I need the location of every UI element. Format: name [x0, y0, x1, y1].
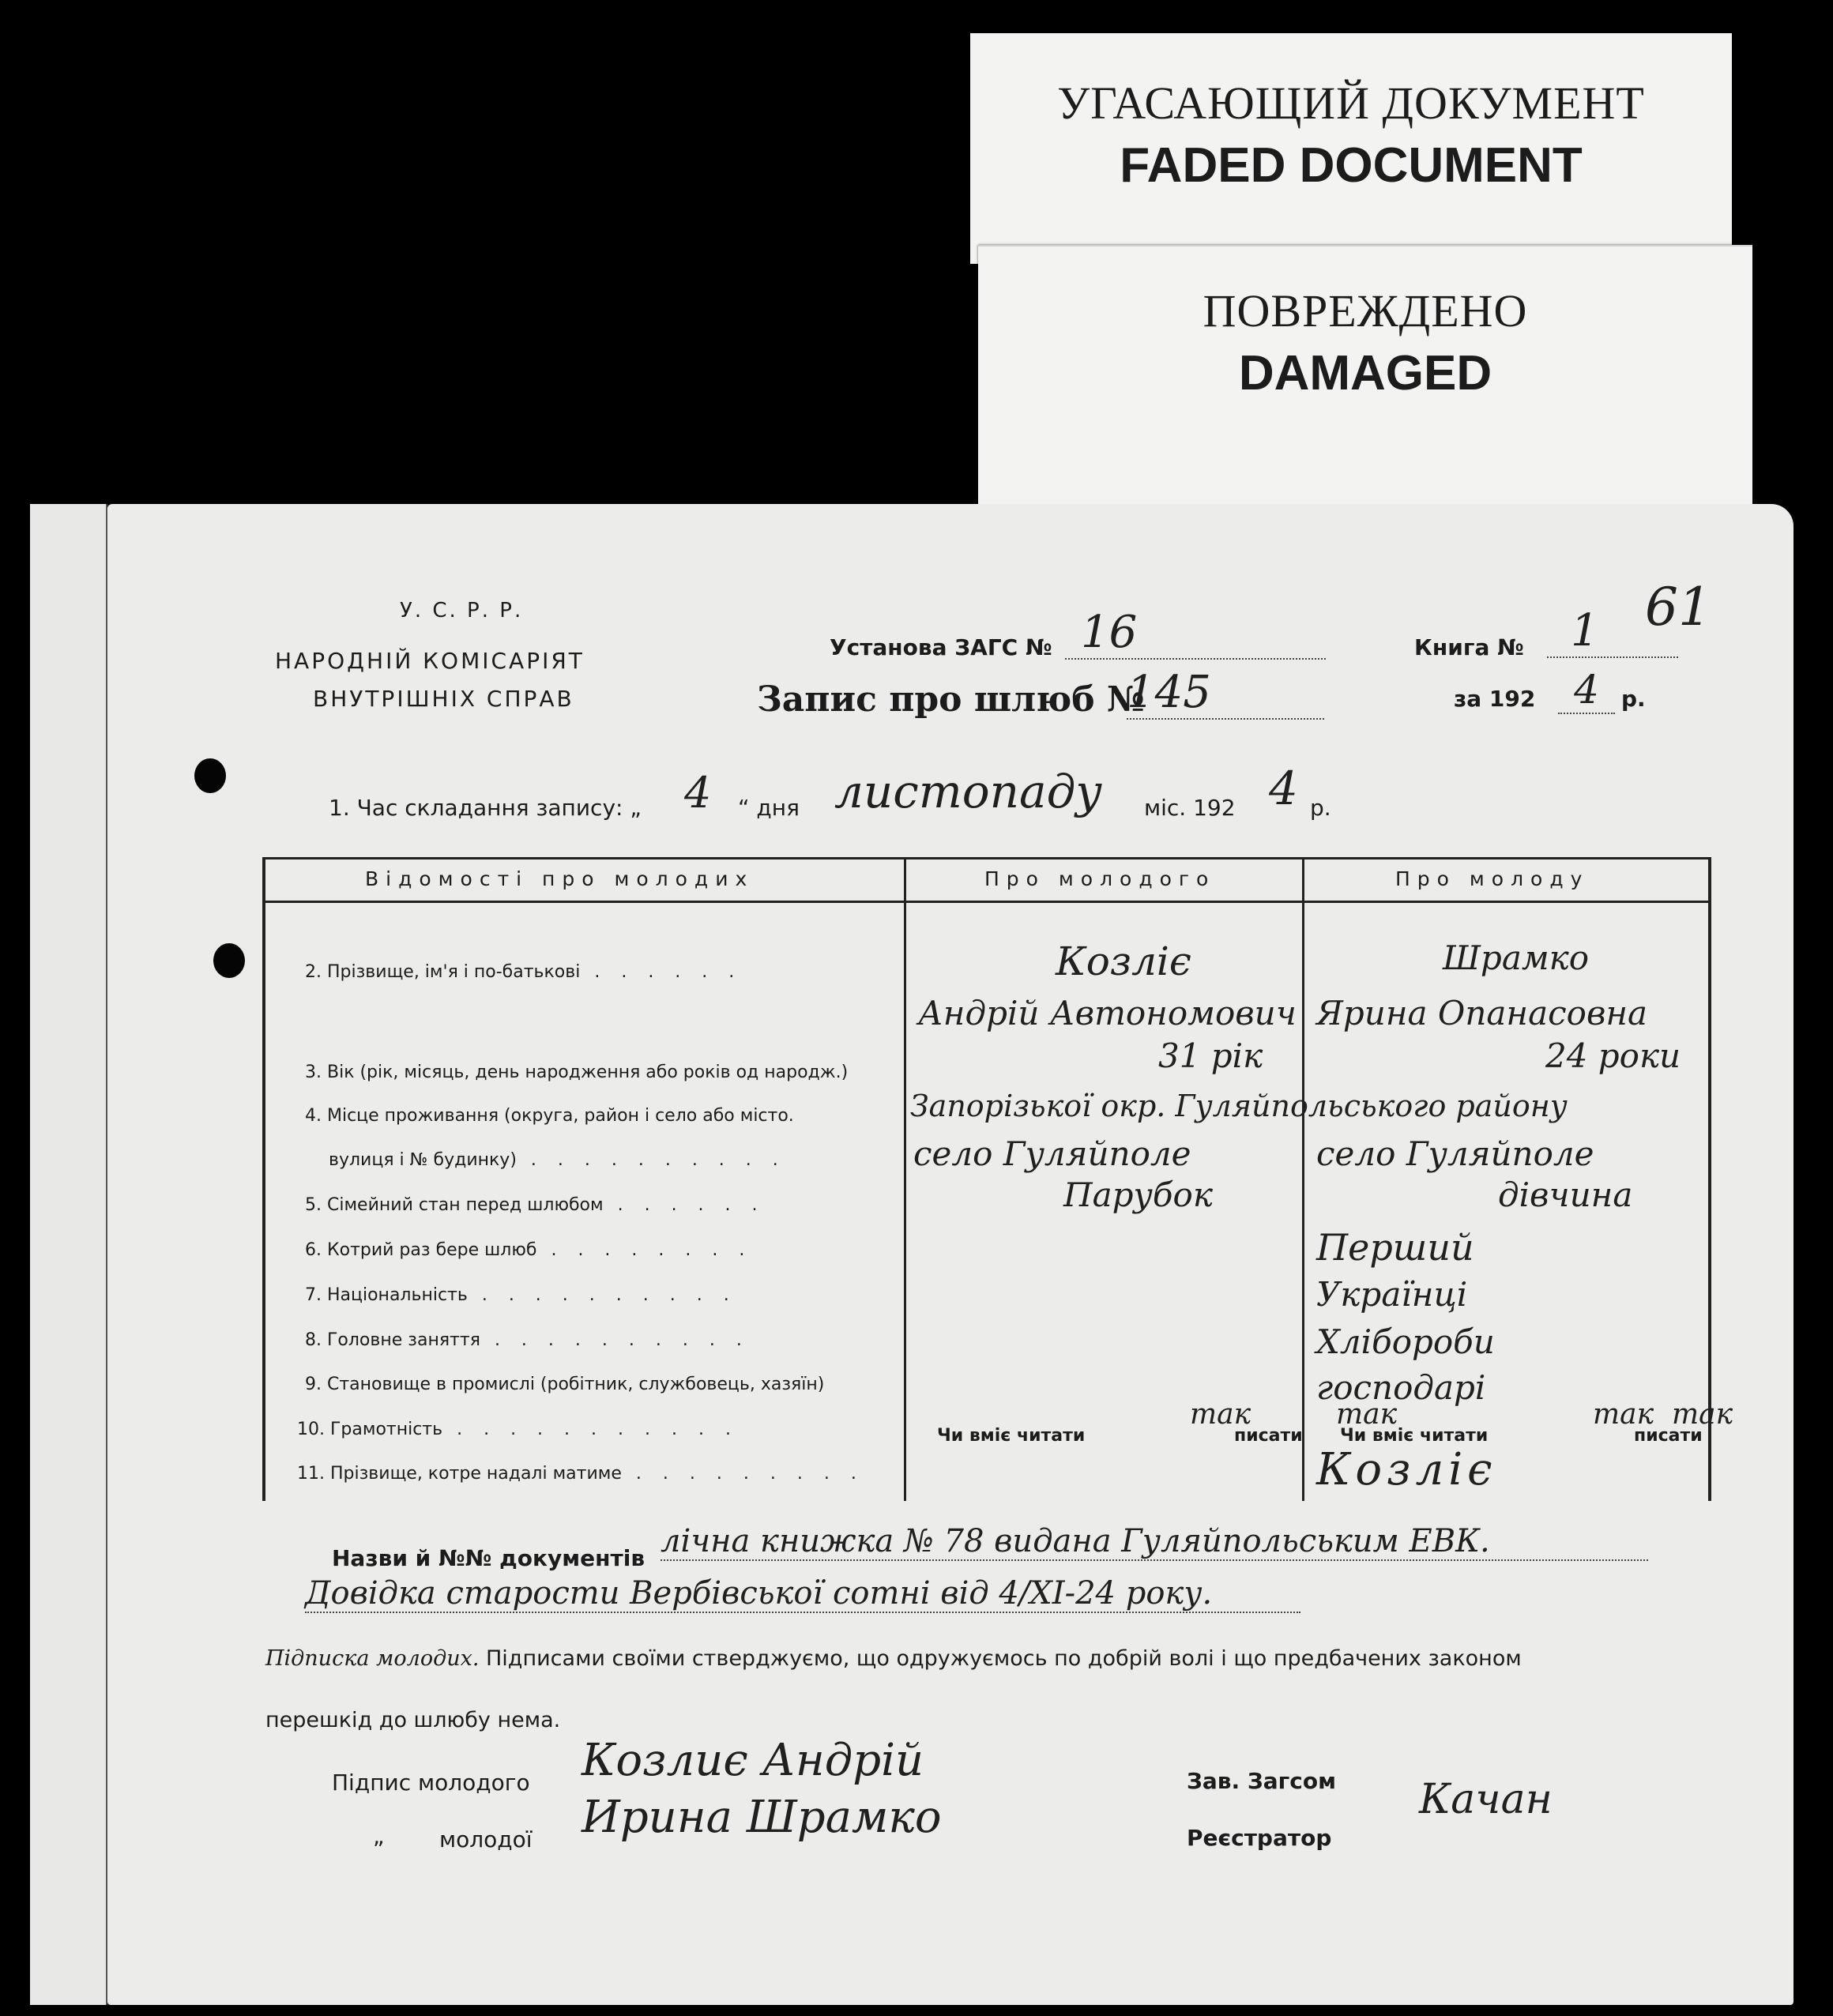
folio-number: 61	[1645, 577, 1711, 638]
residence-line: Запорізької окр. Гуляйпольського району	[910, 1089, 1568, 1123]
groom-village: село Гуляйполе	[913, 1134, 1191, 1173]
groom-given-name: Андрій Автономович	[918, 994, 1297, 1032]
nationality-value: Українці	[1316, 1275, 1468, 1314]
position-value: господарі	[1316, 1368, 1486, 1407]
marriage-count-value: Перший	[1316, 1226, 1474, 1269]
punch-hole	[194, 758, 226, 793]
faded-sticker-ru: УГАСАЮЩИЙ ДОКУМЕНТ	[1057, 77, 1645, 129]
registrar-label: Реєстратор	[1187, 1825, 1332, 1851]
bride-read-value: так	[1593, 1398, 1654, 1431]
damaged-sticker-en: DAMAGED	[1238, 346, 1492, 401]
office-label: Установа ЗАГС №	[830, 634, 1052, 660]
groom-write-value: так	[1336, 1398, 1398, 1431]
marriage-record-form	[107, 504, 1793, 2005]
entry-day: 4	[684, 768, 712, 818]
registrar-signature: Качан	[1419, 1776, 1553, 1823]
entry-year-digit: 4	[1269, 762, 1298, 815]
bride-surname: Шрамко	[1443, 938, 1590, 977]
zags-head-label: Зав. Загсом	[1187, 1768, 1337, 1794]
row-label-residence-cont: вулиця і № будинку) . . . . . . . . . .	[329, 1150, 786, 1170]
year-digit: 4	[1558, 667, 1615, 714]
declaration-line2: перешкід до шлюбу нема.	[265, 1708, 561, 1732]
entry-month-suffix: міс. 192	[1144, 795, 1236, 821]
bride-given-name: Ярина Опанасовна	[1316, 994, 1648, 1032]
row-label-literacy: 10. Грамотність . . . . . . . . . . .	[297, 1420, 739, 1439]
future-surname-value: Козліє	[1316, 1444, 1497, 1495]
row-label-future-surname: 11. Прізвище, котре надалі матиме . . . . . . . . .	[297, 1464, 864, 1484]
entry-time-label: 1. Час складання запису: „	[329, 795, 642, 821]
column-header-bride: Про молоду	[1395, 867, 1590, 890]
row-label-residence: 4. Місце проживання (округа, район і село або місто.	[305, 1106, 794, 1126]
row-label-position: 9. Становище в промислі (робітник, службовець, хазяїн)	[305, 1375, 825, 1394]
year-suffix: р.	[1621, 686, 1646, 712]
bride-signature-quote: „	[373, 1823, 385, 1849]
row-label-name: 2. Прізвище, ім'я і по-батькові . . . . . .	[305, 962, 743, 982]
year-label: за 192	[1454, 686, 1536, 712]
book-number: 1	[1547, 605, 1678, 658]
record-number: 145	[1127, 667, 1324, 720]
damaged-sticker	[978, 245, 1752, 507]
column-header-info: Відомості про молодих	[365, 867, 755, 890]
documents-line1: лічна книжка № 78 видана Гуляйпольським ЕВК.	[661, 1523, 1648, 1561]
header-ministry-line2: ВНУТРІШНІХ СПРАВ	[313, 686, 574, 712]
documents-label: Назви й №№ документів	[332, 1545, 646, 1571]
bride-signature: Ирина Шрамко	[582, 1792, 942, 1843]
header-state: У. С. Р. Р.	[400, 599, 524, 622]
column-header-groom: Про молодого	[984, 867, 1216, 890]
declaration-line1: Підписка молодих. Підписами своїми стверджуємо, що одружуємось по добрій волі і що предбачених законом	[265, 1646, 1522, 1671]
faded-sticker-en: FADED DOCUMENT	[1120, 138, 1583, 193]
bride-age: 24 роки	[1545, 1036, 1681, 1075]
bride-village: село Гуляйполе	[1316, 1134, 1594, 1173]
faded-document-sticker	[970, 33, 1732, 264]
office-number: 16	[1065, 607, 1326, 660]
row-label-age: 3. Вік (рік, місяць, день народження або років од народж.)	[305, 1063, 849, 1082]
bride-signature-label: молодої	[439, 1826, 533, 1852]
groom-surname: Козліє	[1056, 938, 1191, 984]
groom-signature: Козлиє Андрій	[582, 1735, 924, 1786]
row-label-marriage-count: 6. Котрий раз бере шлюб . . . . . . . .	[305, 1240, 753, 1260]
bride-marital-status: дівчина	[1498, 1175, 1633, 1214]
row-label-marital-status: 5. Сімейний стан перед шлюбом . . . . . .	[305, 1195, 766, 1215]
groom-read-label: Чи вміє читати	[937, 1426, 1086, 1446]
record-title: Запис про шлюб №	[757, 679, 1145, 720]
groom-write-label: писати	[1234, 1426, 1303, 1446]
groom-marital-status: Парубок	[1063, 1175, 1213, 1214]
groom-age: 31 рік	[1158, 1036, 1263, 1075]
entry-day-suffix: “ дня	[738, 795, 800, 821]
row-label-nationality: 7. Національність . . . . . . . . . .	[305, 1285, 737, 1305]
groom-read-value: так	[1190, 1398, 1251, 1431]
bride-write-value: так	[1672, 1398, 1733, 1431]
bride-write-label: писати	[1634, 1426, 1703, 1446]
punch-hole	[213, 943, 245, 978]
previous-page-edge	[30, 504, 107, 2005]
book-label: Книга №	[1414, 634, 1524, 660]
damaged-sticker-ru: ПОВРЕЖДЕНО	[1203, 285, 1528, 337]
row-label-occupation: 8. Головне заняття . . . . . . . . . .	[305, 1330, 750, 1350]
entry-month: листопаду	[834, 765, 1103, 818]
entry-year-suffix: р.	[1310, 795, 1331, 821]
occupation-value: Хлібороби	[1316, 1322, 1495, 1361]
documents-line2: Довідка старости Вербівської сотні від 4/XI-24 року.	[305, 1575, 1300, 1613]
bride-read-label: Чи вміє читати	[1340, 1426, 1489, 1446]
header-ministry-line1: НАРОДНІЙ КОМІСАРІЯТ	[275, 648, 585, 674]
groom-signature-label: Підпис молодого	[332, 1770, 530, 1796]
spouses-table	[262, 857, 1733, 1501]
